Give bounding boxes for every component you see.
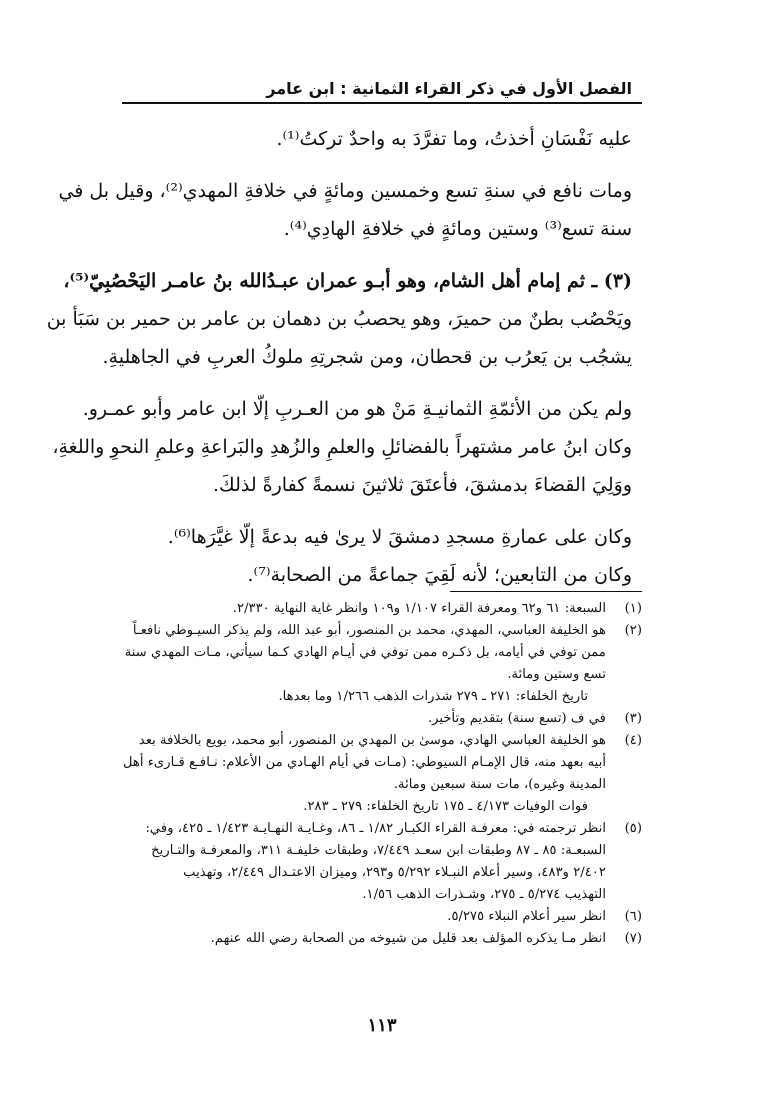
footnote-4 xyxy=(122,730,642,818)
footnote-line: المدينة وغيره)، مات سنة سبعين ومائة. xyxy=(393,777,606,792)
footnote-line: السبعة: ٦١ و٦٢ ومعرفة القراء ١/١٠٧ و١٠٩ وانظر غاية النهاية ٢/٣٣٠. xyxy=(232,601,606,616)
page-number: ١١٣ xyxy=(367,1015,397,1036)
footnote-line: ٢/٤٠٢ و٤٨٣، وسير أعلام النبـلاء ٥/٢٩٢ و٢٩٣، وميزان الاعتـدال ٢/٤٤٩، وتهذيب xyxy=(183,865,606,880)
footnote-reference-line: فوات الوفيات ٤/١٧٣ ـ ١٧٥ تاريخ الخلفاء: ٢٧٩ ـ ٢٨٣. xyxy=(303,799,588,814)
footnote-number: (٦) xyxy=(624,909,642,924)
footnote-line: انظر سير أعلام النبلاء ٥/٢٧٥. xyxy=(447,909,606,924)
footnote-line: تسع وستين ومائة. xyxy=(507,667,606,682)
footnote-line: هو الخليفة العباسي الهادي، موسىٰ بن المهدي بن المنصور، أبو محمد، بويع بالخلافة بعد xyxy=(138,733,606,748)
footnote-number: (٣) xyxy=(624,711,642,726)
footnote-number: (١) xyxy=(624,601,642,616)
text-line: وكان من التابعين؛ لأنه لَقِيَ جماعةً من الصحابة⁽⁷⁾. xyxy=(247,564,632,586)
footnote-1 xyxy=(122,598,642,620)
footnote-line: أبيه بعهد منه، قال الإمـام السيوطي: (مـات في أيام الهـادي من الأعلام: نـافـع قـارىء أهل xyxy=(122,755,606,770)
text-line: يشجُب بن يَعرُب بن قحطان، ومن شجرتِهِ ملوكُ العربِ في الجاهليةِ. xyxy=(102,346,632,368)
footnote-number: (٢) xyxy=(624,623,642,638)
footnote-line: هو الخليفة العباسي، المهدي، محمد بن المنصور، أبو عبد الله، ولم يذكر السيـوطي نافعـاً xyxy=(132,623,606,638)
footnote-line: انظر ترجمته في: معرفـة القراء الكبـار ١/٨٢ ـ ٨٦، وغـايـة النهـايـة ١/٤٢٣ ـ ٤٢٥، وفي: xyxy=(145,821,606,836)
text-line: ومات نافع في سنةِ تسع وخمسين ومائةٍ في خلافةِ المهدي⁽²⁾، وقيل بل في xyxy=(58,180,632,202)
footnotes xyxy=(122,598,642,950)
footnote-3 xyxy=(122,708,642,730)
footnote-6 xyxy=(122,906,642,928)
paragraph-1 xyxy=(122,120,632,158)
footnote-number: (٤) xyxy=(624,733,642,748)
footnote-line: ممن توفي في أيامه، بل ذكـره ممن توفي في أيـام الهادي كـما سيأتي، مـات المهدي سنة xyxy=(124,645,606,660)
text-line: عليه نَفْسَانِ أخذتُ، وما تفرَّدَ به واحدٌ تركتُ⁽¹⁾. xyxy=(276,128,632,150)
running-header: الفصل الأول في ذكر القراء الثمانية : ابن عامر xyxy=(266,79,632,98)
text-line: ولم يكن من الأئمّةِ الثمانيـةِ مَنْ هو من العـربِ إلّا ابن عامر وأبو عمـرو. xyxy=(82,398,632,420)
footnote-number: (٥) xyxy=(624,821,642,836)
footnote-reference-line: تاريخ الخلفاء: ٢٧١ ـ ٢٧٩ شذرات الذهب ١/٢٦٦ وما بعدها. xyxy=(278,689,588,704)
footnote-number: (٧) xyxy=(624,931,642,946)
paragraph-5 xyxy=(122,518,632,594)
footnote-5 xyxy=(122,818,642,906)
header-rule xyxy=(122,102,642,104)
text-line: وكان على عمارةِ مسجدِ دمشقَ لا يرىٰ فيه بدعةً إلّا غيَّرَها⁽⁶⁾. xyxy=(167,526,632,548)
text-line: ووَلِيَ القضاءَ بدمشقَ، فأعتَقَ ثلاثينَ نسمةً كفارةً لذلكَ. xyxy=(213,474,632,496)
text-line: (٣) ـ ثم إمام أهل الشام، وهو أبـو عمران عبـدُالله بنُ عامـر اليَحْصُبِيّ⁽⁵⁾، xyxy=(63,270,632,292)
paragraph-3 xyxy=(46,262,632,376)
footnote-7 xyxy=(122,928,642,950)
text-line: ويَحْصُب بطنٌ من حميرَ، وهو يحصبُ بن دهمان بن عامر بن حمير بن سَبَأ بن xyxy=(46,308,632,330)
paragraph-4 xyxy=(52,390,632,504)
text-line: سنة تسع⁽³⁾ وستين ومائةٍ في خلافةِ الهادِي⁽⁴⁾. xyxy=(283,218,632,240)
footnote-line: في ف (تسع سنة) بتقديم وتأخير. xyxy=(427,711,606,726)
footnote-line: انظر مـا يذكره المؤلف بعد قليل من شيوخه من الصحابة رضي الله عنهم. xyxy=(210,931,606,946)
footnote-line: السبعـة: ٨٥ ـ ٨٧ وطبقات ابن سعـد ٧/٤٤٩، وطبقات خليفـة ٣١١، والمعرفـة والتـاريخ xyxy=(151,843,606,858)
footnote-separator xyxy=(450,591,642,592)
footnote-2 xyxy=(122,620,642,708)
paragraph-2 xyxy=(58,172,632,248)
footnote-line: التهذيب ٥/٢٧٤ ـ ٢٧٥، وشـذرات الذهب ١/٥٦. xyxy=(362,887,606,902)
text-line: وكان ابنُ عامر مشتهراً بالفضائلِ والعلمِ والزُهدِ والبَراعةِ وعلمِ النحوِ واللغةِ، xyxy=(52,436,632,458)
main-text xyxy=(46,120,632,594)
